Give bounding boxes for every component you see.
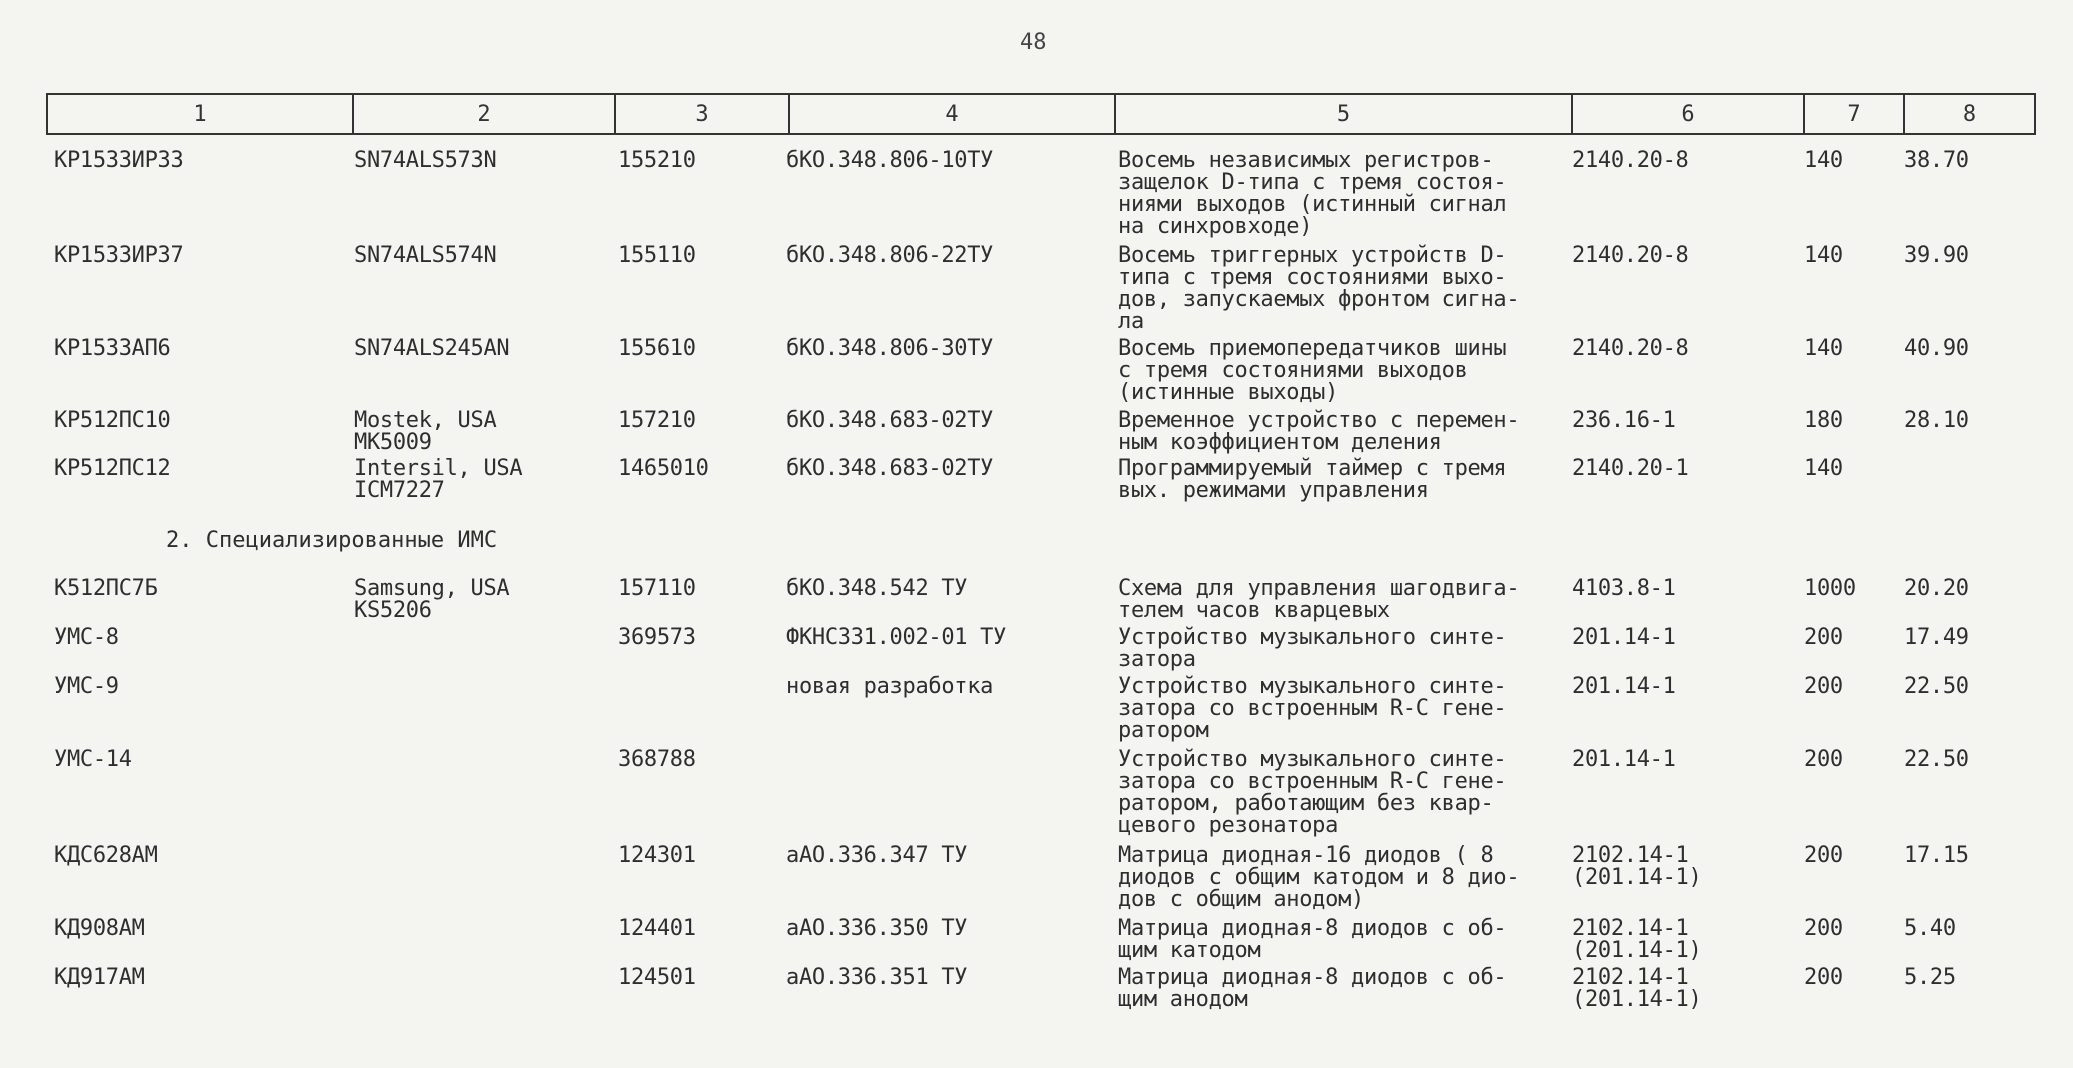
table-cell-row1-col6: 2140.20-8	[1572, 148, 1689, 173]
table-cell-row5-col1: КР512ПС12	[54, 456, 171, 481]
table-cell-row5-col3: 1465010	[618, 456, 709, 481]
table-cell-row10-col7: 200	[1804, 843, 1843, 868]
page-number: 48	[1020, 30, 1047, 55]
table-cell-row3-col2: SN74ALS245AN	[354, 336, 510, 361]
table-cell-row2-col4: бКО.348.806-22ТУ	[786, 243, 994, 268]
table-cell-row8-col6: 201.14-1	[1572, 674, 1676, 699]
table-cell-row11-col8: 5.40	[1904, 916, 1956, 941]
table-cell-row1-col8: 38.70	[1904, 148, 1969, 173]
table-cell-row11-col3: 124401	[618, 916, 696, 941]
table-cell-row12-col5: Матрица диодная-8 диодов с об- щим анодом	[1118, 965, 1507, 1012]
table-cell-row2-col2: SN74ALS574N	[354, 243, 497, 268]
table-cell-row8-col7: 200	[1804, 674, 1843, 699]
table-cell-row5-col4: бКО.348.683-02ТУ	[786, 456, 994, 481]
table-cell-row9-col8: 22.50	[1904, 747, 1969, 772]
table-cell-row4-col7: 180	[1804, 408, 1843, 433]
table-cell-row3-col7: 140	[1804, 336, 1843, 361]
table-cell-row7-col4: ФКНС331.002-01 ТУ	[786, 625, 1007, 650]
table-cell-row2-col6: 2140.20-8	[1572, 243, 1689, 268]
table-header	[46, 93, 2036, 135]
table-cell-row8-col5: Устройство музыкального синте- затора со встроенным R-C гене- ратором	[1118, 674, 1507, 743]
table-cell-row9-col3: 368788	[618, 747, 696, 772]
table-cell-row9-col6: 201.14-1	[1572, 747, 1676, 772]
header-col-2: 2	[354, 95, 616, 133]
table-cell-row3-col6: 2140.20-8	[1572, 336, 1689, 361]
table-cell-row11-col1: КД908АМ	[54, 916, 145, 941]
table-cell-row1-col3: 155210	[618, 148, 696, 173]
table-cell-row4-col3: 157210	[618, 408, 696, 433]
table-cell-row10-col1: КДС628АМ	[54, 843, 158, 868]
table-cell-row12-col3: 124501	[618, 965, 696, 990]
table-cell-row10-col4: аАО.336.347 ТУ	[786, 843, 968, 868]
table-cell-row1-col5: Восемь независимых регистров- защелок D-типа с тремя состоя- ниями выходов (истинный сигнал на синхровходе)	[1118, 148, 1507, 239]
table-cell-row5-col7: 140	[1804, 456, 1843, 481]
table-cell-row4-col5: Временное устройство с перемен- ным коэффициентом деления	[1118, 408, 1520, 455]
table-cell-row10-col6: 2102.14-1 (201.14-1)	[1572, 843, 1702, 890]
table-cell-row2-col5: Восемь триггерных устройств D- типа с тремя состояниями выхо- дов, запускаемых фронтом сигна- ла	[1118, 243, 1520, 334]
table-cell-row7-col6: 201.14-1	[1572, 625, 1676, 650]
table-cell-row7-col1: УМС-8	[54, 625, 119, 650]
table-cell-row1-col4: бКО.348.806-10ТУ	[786, 148, 994, 173]
table-cell-row6-col2: Samsung, USA KS5206	[354, 576, 510, 623]
table-cell-row6-col6: 4103.8-1	[1572, 576, 1676, 601]
table-cell-row12-col4: аАО.336.351 ТУ	[786, 965, 968, 990]
table-cell-row7-col3: 369573	[618, 625, 696, 650]
table-cell-row7-col8: 17.49	[1904, 625, 1969, 650]
table-cell-row7-col7: 200	[1804, 625, 1843, 650]
table-cell-row10-col3: 124301	[618, 843, 696, 868]
header-col-8: 8	[1962, 101, 1977, 127]
table-cell-row5-col5: Программируемый таймер с тремя вых. режимами управления	[1118, 456, 1507, 503]
table-cell-row3-col3: 155610	[618, 336, 696, 361]
table-cell-row9-col7: 200	[1804, 747, 1843, 772]
table-cell-row4-col2: Mostek, USA MK5009	[354, 408, 497, 455]
table-cell-row2-col1: КР1533ИР37	[54, 243, 184, 268]
table-cell-row8-col4: новая разработка	[786, 674, 994, 699]
header-col-5: 5	[1116, 95, 1573, 133]
header-col-6: 6	[1573, 95, 1805, 133]
table-cell-row10-col8: 17.15	[1904, 843, 1969, 868]
table-cell-row12-col1: КД917АМ	[54, 965, 145, 990]
table-cell-row11-col5: Матрица диодная-8 диодов с об- щим катодом	[1118, 916, 1507, 963]
table-cell-row5-col6: 2140.20-1	[1572, 456, 1689, 481]
table-cell-row3-col1: КР1533АП6	[54, 336, 171, 361]
table-cell-row6-col3: 157110	[618, 576, 696, 601]
table-cell-row12-col8: 5.25	[1904, 965, 1956, 990]
table-cell-row2-col8: 39.90	[1904, 243, 1969, 268]
header-col-3: 3	[616, 95, 790, 133]
table-cell-row3-col5: Восемь приемопередатчиков шины с тремя состояниями выходов (истинные выходы)	[1118, 336, 1507, 405]
table-cell-row6-col1: К512ПС7Б	[54, 576, 158, 601]
table-cell-row12-col6: 2102.14-1 (201.14-1)	[1572, 965, 1702, 1012]
table-cell-row4-col1: КР512ПС10	[54, 408, 171, 433]
table-cell-row6-col5: Схема для управления шагодвига- телем часов кварцевых	[1118, 576, 1520, 623]
table-cell-row8-col1: УМС-9	[54, 674, 119, 699]
table-cell-row4-col4: бКО.348.683-02ТУ	[786, 408, 994, 433]
table-cell-row1-col2: SN74ALS573N	[354, 148, 497, 173]
header-col-7: 7	[1805, 95, 1905, 133]
table-cell-row9-col5: Устройство музыкального синте- затора со встроенным R-C гене- ратором, работающим без квар- цевого резонатора	[1118, 747, 1507, 838]
table-cell-row3-col8: 40.90	[1904, 336, 1969, 361]
table-cell-row4-col6: 236.16-1	[1572, 408, 1676, 433]
table-cell-row3-col4: бКО.348.806-30ТУ	[786, 336, 994, 361]
table-cell-row4-col8: 28.10	[1904, 408, 1969, 433]
table-cell-row10-col5: Матрица диодная-16 диодов ( 8 диодов с общим катодом и 8 дио- дов с общим анодом)	[1118, 843, 1520, 912]
table-cell-row6-col8: 20.20	[1904, 576, 1969, 601]
table-cell-row11-col7: 200	[1804, 916, 1843, 941]
table-cell-row2-col3: 155110	[618, 243, 696, 268]
table-cell-row9-col1: УМС-14	[54, 747, 132, 772]
table-cell-row11-col4: аАО.336.350 ТУ	[786, 916, 968, 941]
table-cell-row7-col5: Устройство музыкального синте- затора	[1118, 625, 1507, 672]
table-cell-row1-col1: КР1533ИР33	[54, 148, 184, 173]
header-col-1: 1	[48, 95, 354, 133]
table-cell-row6-col7: 1000	[1804, 576, 1856, 601]
table-cell-row2-col7: 140	[1804, 243, 1843, 268]
table-cell-row12-col7: 200	[1804, 965, 1843, 990]
section-title: 2. Специализированные ИМС	[166, 528, 498, 553]
header-col-4: 4	[790, 95, 1116, 133]
table-cell-row5-col2: Intersil, USA ICM7227	[354, 456, 523, 503]
table-cell-row11-col6: 2102.14-1 (201.14-1)	[1572, 916, 1702, 963]
table-cell-row8-col8: 22.50	[1904, 674, 1969, 699]
table-cell-row1-col7: 140	[1804, 148, 1843, 173]
table-cell-row6-col4: бКО.348.542 ТУ	[786, 576, 968, 601]
